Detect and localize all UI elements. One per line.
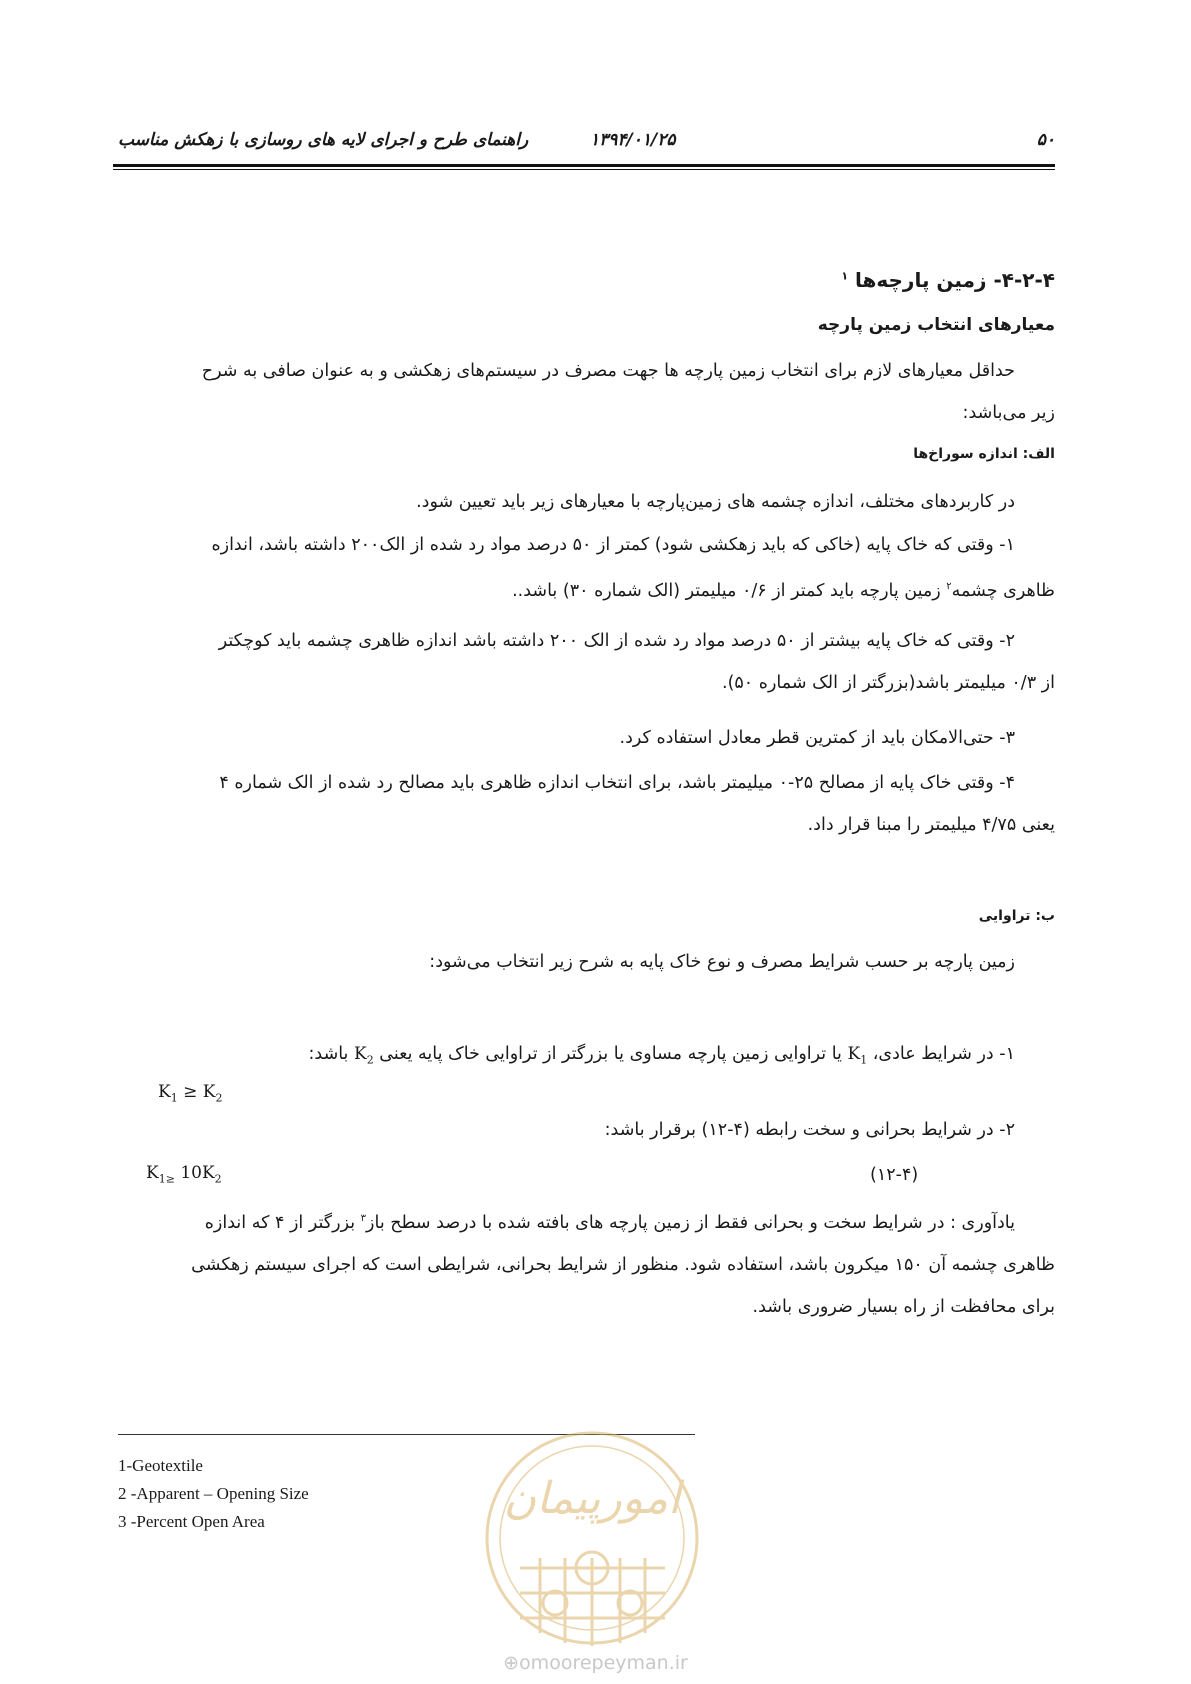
part-a-heading: الف: اندازه سوراخ‌ها — [913, 446, 1055, 462]
page-number: ۵۰ — [1036, 130, 1055, 150]
part-a-item-2-line-2: از ۰/۳ میلیمتر باشد(بزرگتر از الک شماره ۵۰). — [722, 673, 1055, 693]
watermark-globe-icon: ⊕ — [503, 1652, 520, 1674]
part-a-item-3: ۳- حتی‌الامکان باید از کمترین قطر معادل استفاده کرد. — [619, 728, 1015, 748]
section-title-footnote-ref: ۱ — [841, 269, 849, 283]
note-line-3: برای محافظت از راه بسیار ضروری باشد. — [752, 1296, 1055, 1317]
part-a-item-4-line-1: ۴- وقتی خاک پایه از مصالح ۲۵-۰ میلیمتر باشد، برای انتخاب اندازه ظاهری باید مصالح رد شده از الک شماره ۴ — [219, 773, 1015, 793]
intro-paragraph — [118, 350, 1055, 434]
note-line-2: ظاهری چشمه آن ۱۵۰ میکرون باشد، استفاده شود. منظور از شرایط بحرانی، شرایطی است که اجرای سیستم زهکشی — [191, 1254, 1055, 1275]
footnote-ref-2: ۲ — [946, 581, 952, 592]
eq1-sub2: 2 — [215, 1091, 223, 1105]
part-b-heading: ب: تراوایی — [978, 908, 1055, 924]
footnote-1: 1-Geotextile — [118, 1456, 203, 1475]
eq2-sub2: 2 — [214, 1172, 222, 1186]
item1-line2-start: ظاهری چشمه — [951, 580, 1055, 601]
k2-letter: K — [354, 1044, 367, 1064]
eq2-k1: K — [146, 1163, 159, 1183]
section-title — [841, 268, 1055, 292]
note-line1-start: یادآوری : در شرایط سخت و بحرانی فقط از زمین پارچه های بافته شده با درصد سطح باز — [366, 1212, 1015, 1233]
eq2-rhs: 10K — [174, 1163, 215, 1183]
item1-text-b: یا تراوایی زمین پارچه مساوی یا بزرگتر از تراوایی خاک پایه یعنی — [373, 1044, 848, 1064]
item1-text-a: ۱- در شرایط عادی، — [867, 1044, 1015, 1064]
header-rule-thick — [113, 164, 1055, 167]
k1-letter: K — [847, 1044, 861, 1064]
header-rule-thin — [113, 169, 1055, 170]
intro-line-1: حداقل معیارهای لازم برای انتخاب زمین پارچه ها جهت مصرف در سیستم‌های زهکشی و به عنوان صافی به شرح — [201, 361, 1015, 381]
part-a-item-1 — [118, 524, 1055, 612]
note-line1-end: بزرگتر از ۴ که اندازه — [204, 1212, 361, 1233]
note-line-1 — [118, 1198, 1055, 1244]
equation-1 — [158, 1082, 222, 1104]
part-a-item-2 — [118, 620, 1055, 704]
header-date: ۱۳۹۴/۰۱/۲۵ — [590, 130, 676, 150]
footnote-3: 3 -Percent Open Area — [118, 1512, 265, 1531]
eq1-sub1: 1 — [170, 1091, 178, 1105]
part-a-item-2-line-1: ۲- وقتی که خاک پایه بیشتر از ۵۰ درصد مواد رد شده از الک ۲۰۰ داشته باشد اندازه ظاهری چشمه باید کوچکتر — [218, 631, 1015, 651]
part-b-item-1 — [308, 1044, 1015, 1066]
part-a-lead: در کاربردهای مختلف، اندازه چشمه های زمین‌پارچه با معیارهای زیر باید تعیین شود. — [416, 492, 1015, 512]
item1-line2-end: زمین پارچه باید کمتر از ۰/۶ میلیمتر (الک شماره ۳۰) باشد.. — [512, 580, 947, 601]
section-title-text: ۴-۲-۴- زمین پارچه‌ها — [855, 268, 1055, 292]
watermark-site — [0, 1652, 1191, 1674]
seal-lettering: امورپیمان — [503, 1473, 681, 1524]
k2-subscript: 2 — [366, 1053, 374, 1067]
watermark-seal-icon — [480, 1418, 705, 1683]
part-b-lead: زمین پارچه بر حسب شرایط مصرف و نوع خاک پایه به شرح زیر انتخاب می‌شود: — [429, 952, 1015, 972]
part-a-item-4 — [118, 762, 1055, 846]
intro-line-2: زیر می‌باشد: — [962, 403, 1055, 423]
book-title: راهنمای طرح و اجرای لایه های روسازی با زهکش مناسب — [118, 130, 529, 150]
k1-symbol — [847, 1044, 868, 1067]
k2-symbol — [354, 1044, 374, 1067]
eq2-sub1: 1 — [158, 1172, 166, 1186]
eq1-rhs: ≥ K — [177, 1082, 216, 1102]
eq2-operator: ≥ — [165, 1172, 175, 1186]
eq1-k1: K — [158, 1082, 171, 1102]
k1-subscript: 1 — [860, 1053, 868, 1067]
criteria-heading: معیارهای انتخاب زمین پارچه — [817, 315, 1055, 335]
part-b-item-2: ۲- در شرایط بحرانی و سخت رابطه (۴-۱۲) برقرار باشد: — [604, 1120, 1015, 1140]
footnote-2: 2 -Apparent – Opening Size — [118, 1484, 309, 1503]
part-a-item-1-line-1: ۱- وقتی که خاک پایه (خاکی که باید زهکشی شود) کمتر از ۵۰ درصد مواد رد شده از الک۲۰۰ داشته باشد، اندازه — [211, 535, 1015, 555]
equation-2 — [146, 1163, 222, 1185]
watermark-site-text: omoorepeyman.ir — [519, 1652, 688, 1674]
item1-text-c: باشد: — [308, 1044, 354, 1064]
footnote-ref-3: ۳ — [360, 1213, 367, 1224]
part-a-item-4-line-2: یعنی ۴/۷۵ میلیمتر را مبنا قرار داد. — [807, 815, 1055, 835]
note-paragraph — [118, 1198, 1055, 1328]
equation-2-number: (۱۲-۴) — [870, 1165, 919, 1185]
part-a-item-1-line-2 — [118, 566, 1055, 612]
